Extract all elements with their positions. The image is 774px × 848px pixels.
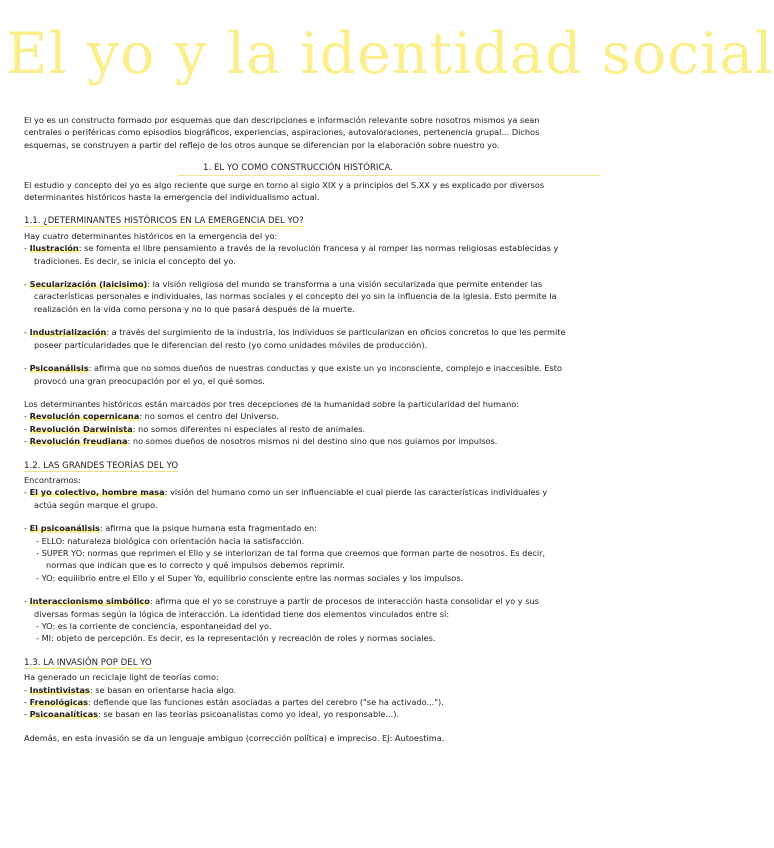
section-1-text: El estudio y concepto del yo es algo reciente que surge en torno al siglo XIX y a principios del S.XX y es explicado por diversos determinantes históricos hasta la emergencia del individualismo actual. xyxy=(24,179,545,203)
list-item: - Interaccionismo simbólico: afirma que el yo se construye a partir de procesos de interacción hasta consolidar el yo y sus diversas formas según la lógica de interacción. La identidad tiene dos elementos vinculados entre sí: xyxy=(24,596,539,619)
section-1-3-heading: 1.3. LA INVASIÓN POP DEL YO xyxy=(24,657,152,668)
list-item: - Secularización (laicisimo): la visión religiosa del mundo se transforma a una visión secularizada que permite entender las características personales e individuales, las normas sociales y el concepto del yo sin la influencia de la iglesia. Esto permite la realización en la vida como persona y no lo que pasará después de la muerte. xyxy=(24,279,557,314)
section-1-1-intro: Hay cuatro determinantes históricos en la emergencia del yo: xyxy=(24,230,278,241)
section-1-2-heading: 1.2. LAS GRANDES TEORÍAS DEL YO xyxy=(24,460,179,471)
sub-list-item: - YO: equilibrio entre el Ello y el Super Yo, equilibrio consciente entre las normas sociales y los impulsos. xyxy=(36,572,464,583)
sub-list-item: - ELLO: naturaleza biológica con orientación hacia la satisfacción. xyxy=(36,535,305,546)
closing-paragraph: Además, en esta invasión se da un lenguaje ambiguo (corrección política) e impreciso. EJ: Autoestima. xyxy=(24,732,445,743)
list-item: - Instintivistas: se basan en orientarse hacia algo. xyxy=(24,684,237,695)
sub-list-item: - YO: es la corriente de conciencia, espontaneidad del yo. xyxy=(36,621,272,631)
list-item: - El psicoanálisis: afirma que la psique humana esta fragmentado en: xyxy=(24,523,317,534)
document-title: El yo y la identidad social xyxy=(6,21,774,87)
list-item: - Psicoanalíticas: se basan en las teorías psicoanalistas como yo ideal, yo responsable...). xyxy=(24,709,400,720)
list-item: - Industrialización: a través del surgimiento de la industria, los individuos se particularizan en oficios concretos lo que les permite poseer particularidades que le diferencian del resto (yo como unidades móviles de producción). xyxy=(24,327,566,350)
sub-list-item: - SUPER YO: normas que reprimen el Ello y se interiorizan de tal forma que creemos que forman parte de nosotros. Es decir, normas que indican que es lo correcto y qué impulsos debemos reprimir. xyxy=(36,547,546,571)
deceptions-intro: Los determinantes históricos están marcados por tres decepciones de la humanidad sobre la particularidad del humano: xyxy=(24,398,520,409)
list-item: - Revolución copernicana: no somos el centro del Universo. xyxy=(24,411,279,422)
list-item: - Psicoanálisis: afirma que no somos dueños de nuestras conductas y que existe un yo inconsciente, complejo e inaccesible. Esto provocó una gran preocupación por el yo, el qué somos. xyxy=(24,363,562,386)
section-1-1-heading: 1.1. ¿DETERMINANTES HISTÓRICOS EN LA EMERGENCIA DEL YO? xyxy=(24,216,304,227)
sub-list-item: - MI: objeto de percepción. Es decir, es la representación y recreación de roles y normas sociales. xyxy=(36,633,436,644)
list-item: - Frenológicas: defiende que las funciones están asociadas a partes del cerebro ("se ha activado..."). xyxy=(24,697,444,708)
list-item: - Revolución freudiana: no somos dueños de nosotros mismos ni del destino sino que nos guiamos por impulsos. xyxy=(24,436,498,447)
list-item: - Revolución Darwinista: no somos diferentes ni especiales al resto de animales. xyxy=(24,423,366,434)
document-body xyxy=(24,114,572,744)
section-1-2-intro: Encontramos: xyxy=(24,474,81,485)
section-1-heading: 1. EL YO COMO CONSTRUCCIÓN HISTÓRICA. xyxy=(203,163,393,174)
list-item: - Ilustración: se fomenta el libre pensamiento a través de la revolución francesa y al romper las normas religiosas establecidas y tradiciones. Es decir, se inicia el concepto del yo. xyxy=(24,243,559,266)
intro-paragraph: El yo es un constructo formado por esquemas que dan descripciones e información relevante sobre nosotros mismos ya sean centrales o periféricas como episodios biográficos, experiencias, aspiraciones, autovaloraciones, pertenencia grupal... Dichos esquemas, se construyen a partir del reflejo de los otros aunque se diferencian por la elaboración sobre nuestro yo. xyxy=(24,115,540,150)
list-item: - El yo colectivo, hombre masa: visión del humano como un ser influenciable el cual pierde las características individuales y actúa según marque el grupo. xyxy=(24,487,548,510)
section-1-3-intro: Ha generado un reciclaje light de teorías como: xyxy=(24,672,219,683)
